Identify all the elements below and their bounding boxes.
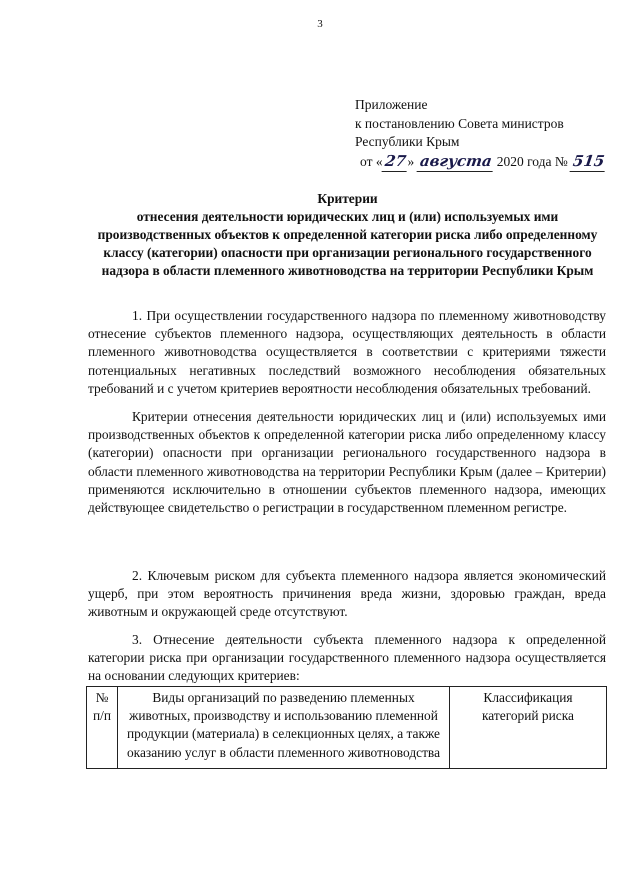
header-risk-classification: Классификация категорий риска [450, 687, 607, 769]
paragraph-1-text: 1. При осуществлении государственного надзора по племенному животноводству отнесение субъектов племенного надзора, осуществляющих деятельность в области племенного животноводства осуществляется в соответствии с критериями тяжести потенциальных негативных последствий возможного несоблюдения обязательных требований и с учетом критериев вероятности несоблюдения обязательных требований. [88, 308, 606, 396]
appendix-date-line [360, 152, 625, 172]
appendix-line-2: к постановлению Совета министров [355, 115, 564, 131]
appendix-block [355, 96, 625, 171]
date-day: 27 [381, 152, 409, 172]
document-title [85, 190, 610, 280]
title-heading: Критерии [317, 191, 378, 206]
date-mid: » [407, 153, 415, 169]
title-subtitle: отнесения деятельности юридических лиц и (или) используемых ими производственных объектов к определенной категории риска либо определенному классу (категории) опасности при организации регионального государственного надзора в области племенного животноводства на территории Республики Крым [97, 209, 598, 278]
document-number: 515 [570, 152, 608, 172]
appendix-line-3: Республики Крым [355, 134, 460, 149]
page-number: 3 [317, 18, 323, 30]
paragraph-4-text: 3. Отнесение деятельности субъекта племенного надзора к определенной категории риска при организации государственного племенного надзора осуществляется на основании следующих критериев: [88, 632, 606, 684]
header-number: № п/п [87, 687, 118, 769]
paragraph-4 [88, 631, 606, 686]
paragraph-3-text: 2. Ключевым риском для субъекта племенного надзора является экономический ущерб, при этом вероятность причинения вреда жизни, здоровью граждан, вреда животным и окружающей среде отсутствуют. [88, 568, 606, 620]
paragraph-3 [88, 567, 606, 622]
criteria-table [86, 686, 607, 769]
paragraph-2-text: Критерии отнесения деятельности юридических лиц и (или) используемых ими производственных объектов к определенной категории риска либо определенному классу (категории) опасности при организации регионального государственного надзора в области племенного животноводства на территории Республики Крым (далее – Критерии) применяются исключительно в отношении субъектов племенного надзора, имеющих действующее свидетельство о регистрации в государственном племенном регистре. [88, 409, 606, 516]
date-prefix: от « [360, 153, 383, 169]
date-year: 2020 года № [496, 153, 568, 169]
appendix-line-1: Приложение [355, 97, 428, 112]
paragraph-2 [88, 408, 606, 517]
paragraph-1 [88, 307, 606, 398]
date-month: августа [416, 152, 494, 172]
header-organization-types: Виды организаций по разведению племенных животных, производству и использованию племенной продукции (материала) в селекционных целях, а также оказанию услуг в области племенного животноводства [118, 687, 450, 769]
table-header-row [87, 687, 607, 769]
